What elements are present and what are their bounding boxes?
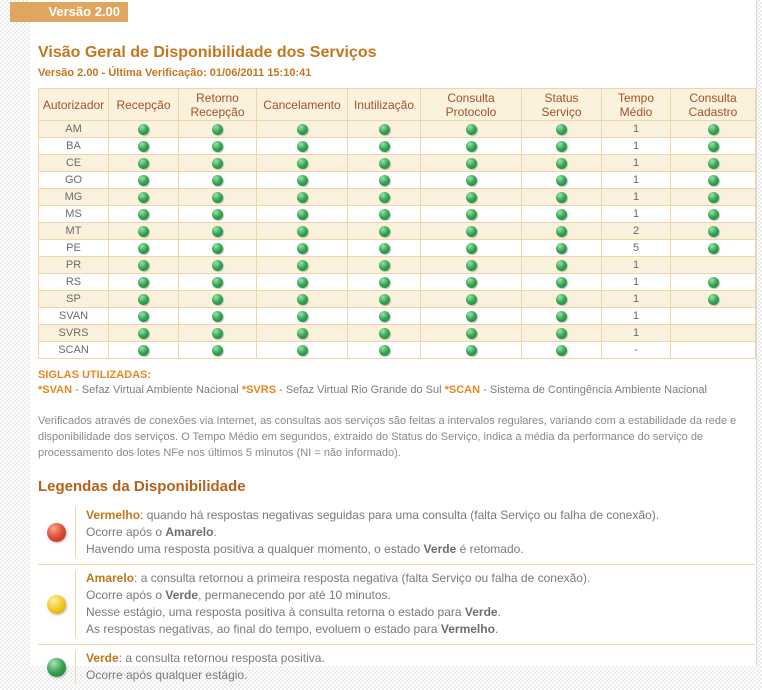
consulta-cadastro-cell	[671, 325, 756, 342]
green-status-icon	[556, 209, 567, 220]
authorizer-cell: PE	[39, 240, 109, 257]
green-status-icon	[297, 294, 308, 305]
table-row	[39, 172, 756, 189]
service-status-cell	[179, 155, 257, 172]
green-status-icon	[297, 175, 308, 186]
service-status-cell	[348, 342, 421, 359]
green-status-icon	[466, 158, 477, 169]
green-status-icon	[708, 124, 719, 135]
authorizer-cell: SVAN	[39, 308, 109, 325]
service-status-cell	[179, 223, 257, 240]
service-status-cell	[522, 121, 602, 138]
green-status-icon	[556, 260, 567, 271]
green-status-icon	[466, 192, 477, 203]
sigla-abbr: *SVAN	[38, 384, 73, 396]
service-status-cell	[348, 240, 421, 257]
green-status-icon	[297, 141, 308, 152]
green-status-icon	[556, 141, 567, 152]
sigla-desc: - Sefaz Virtual Rio Grande do Sul	[276, 384, 445, 396]
service-status-cell	[348, 274, 421, 291]
sigla-abbr: *SCAN	[444, 384, 481, 396]
column-header: Status Serviço	[522, 89, 602, 121]
table-row	[39, 155, 756, 172]
green-status-icon	[708, 209, 719, 220]
tempo-medio-cell: -	[602, 342, 671, 359]
service-status-cell	[109, 223, 179, 240]
green-status-icon	[466, 294, 477, 305]
green-status-icon	[297, 328, 308, 339]
green-status-icon	[138, 345, 149, 356]
green-status-icon	[138, 192, 149, 203]
tempo-medio-cell: 5	[602, 240, 671, 257]
service-status-cell	[179, 206, 257, 223]
service-status-cell	[348, 189, 421, 206]
legend-entry-verde	[38, 644, 755, 690]
service-status-cell	[257, 257, 348, 274]
service-status-cell	[348, 325, 421, 342]
tempo-medio-cell: 1	[602, 121, 671, 138]
column-header: Retorno Recepção	[179, 89, 257, 121]
service-status-cell	[522, 257, 602, 274]
service-status-cell	[421, 257, 522, 274]
service-status-cell	[421, 223, 522, 240]
service-status-cell	[421, 274, 522, 291]
authorizer-cell: MS	[39, 206, 109, 223]
service-status-cell	[109, 240, 179, 257]
service-status-cell	[257, 206, 348, 223]
green-status-icon	[708, 158, 719, 169]
service-status-cell	[522, 172, 602, 189]
service-status-cell	[421, 308, 522, 325]
green-status-icon	[556, 294, 567, 305]
service-status-cell	[109, 172, 179, 189]
service-status-cell	[179, 189, 257, 206]
table-row	[39, 308, 756, 325]
authorizer-cell: SCAN	[39, 342, 109, 359]
table-row	[39, 138, 756, 155]
green-status-icon	[556, 328, 567, 339]
green-status-icon	[379, 243, 390, 254]
service-status-cell	[257, 172, 348, 189]
legend-list	[38, 502, 755, 690]
green-status-icon	[138, 294, 149, 305]
green-status-icon	[556, 243, 567, 254]
green-status-icon	[556, 158, 567, 169]
tempo-medio-cell: 1	[602, 325, 671, 342]
tempo-medio-cell: 1	[602, 206, 671, 223]
green-status-icon	[138, 226, 149, 237]
legend-line: Vermelho: quando há respostas negativas seguidas para uma consulta (falta Serviço ou falha de conexão).	[86, 508, 660, 522]
service-status-cell	[109, 342, 179, 359]
legend-heading: Legendas da Disponibilidade	[38, 478, 246, 495]
legend-dot-cell	[38, 570, 76, 638]
service-status-cell	[421, 189, 522, 206]
column-header: Consulta Cadastro	[671, 89, 756, 121]
service-status-cell	[179, 121, 257, 138]
service-status-cell	[348, 172, 421, 189]
legend-entry-vermelho	[38, 502, 755, 564]
green-status-icon	[212, 345, 223, 356]
legend-line: Ocorre após qualquer estágio.	[86, 668, 248, 682]
green-status-icon	[138, 124, 149, 135]
service-status-cell	[421, 155, 522, 172]
tempo-medio-cell: 1	[602, 257, 671, 274]
green-status-icon	[297, 209, 308, 220]
green-status-icon	[138, 277, 149, 288]
consulta-cadastro-cell	[671, 274, 756, 291]
service-status-cell	[421, 121, 522, 138]
consulta-cadastro-cell	[671, 223, 756, 240]
sigla-desc: - Sefaz Virtual Ambiente Nacional	[72, 384, 242, 396]
table-row	[39, 223, 756, 240]
service-status-cell	[257, 121, 348, 138]
service-status-cell	[522, 274, 602, 291]
authorizer-cell: MG	[39, 189, 109, 206]
green-status-icon	[466, 226, 477, 237]
green-status-icon	[212, 311, 223, 322]
table-row	[39, 240, 756, 257]
service-status-cell	[179, 325, 257, 342]
legend-line: Ocorre após o Amarelo.	[86, 525, 217, 539]
authorizer-cell: RS	[39, 274, 109, 291]
service-status-cell	[179, 274, 257, 291]
availability-table	[38, 88, 756, 359]
column-header: Tempo Médio	[602, 89, 671, 121]
service-status-cell	[421, 342, 522, 359]
green-status-icon	[708, 141, 719, 152]
tempo-medio-cell: 1	[602, 172, 671, 189]
service-status-cell	[109, 155, 179, 172]
green-status-icon	[297, 226, 308, 237]
green-status-icon	[708, 192, 719, 203]
consulta-cadastro-cell	[671, 138, 756, 155]
green-status-icon	[212, 209, 223, 220]
column-header: Consulta Protocolo	[421, 89, 522, 121]
green-status-icon	[138, 311, 149, 322]
green-status-icon	[212, 277, 223, 288]
service-status-cell	[348, 291, 421, 308]
green-status-icon	[297, 158, 308, 169]
green-status-icon	[379, 328, 390, 339]
service-status-cell	[179, 240, 257, 257]
legend-dot-cell	[38, 650, 76, 684]
service-status-cell	[179, 138, 257, 155]
table-row	[39, 342, 756, 359]
service-status-cell	[522, 240, 602, 257]
authorizer-cell: MT	[39, 223, 109, 240]
legend-line: Ocorre após o Verde, permanecendo por até 10 minutos.	[86, 588, 391, 602]
legend-line: Amarelo: a consulta retornou a primeira resposta negativa (falta Serviço ou falha de conexão).	[86, 571, 591, 585]
table-row	[39, 189, 756, 206]
green-status-icon	[379, 192, 390, 203]
page-subtitle: Versão 2.00 - Última Verificação: 01/06/2011 15:10:41	[38, 67, 312, 79]
page-title: Visão Geral de Disponibilidade dos Serviços	[38, 44, 377, 61]
table-row	[39, 325, 756, 342]
green-status-icon	[297, 243, 308, 254]
table-row	[39, 206, 756, 223]
green-status-icon	[297, 260, 308, 271]
siglas-heading: SIGLAS UTILIZADAS:	[38, 369, 152, 381]
green-status-icon	[379, 226, 390, 237]
green-status-icon	[379, 141, 390, 152]
siglas-line	[38, 383, 755, 398]
table-row	[39, 291, 756, 308]
consulta-cadastro-cell	[671, 155, 756, 172]
green-status-icon	[379, 294, 390, 305]
green-status-icon	[708, 294, 719, 305]
table-row	[39, 257, 756, 274]
service-status-cell	[109, 257, 179, 274]
green-status-icon	[466, 345, 477, 356]
consulta-cadastro-cell	[671, 291, 756, 308]
green-status-icon	[466, 175, 477, 186]
green-status-icon	[138, 328, 149, 339]
green-status-icon	[297, 311, 308, 322]
service-status-cell	[522, 138, 602, 155]
green-status-icon	[138, 141, 149, 152]
green-status-icon	[466, 311, 477, 322]
green-status-icon	[556, 311, 567, 322]
green-status-icon	[379, 158, 390, 169]
tempo-medio-cell: 1	[602, 274, 671, 291]
consulta-cadastro-cell	[671, 240, 756, 257]
consulta-cadastro-cell	[671, 172, 756, 189]
service-status-cell	[348, 257, 421, 274]
green-status-icon	[212, 192, 223, 203]
service-status-cell	[257, 308, 348, 325]
authorizer-cell: SP	[39, 291, 109, 308]
green-status-icon	[379, 260, 390, 271]
green-status-icon	[212, 124, 223, 135]
green-status-icon	[212, 328, 223, 339]
service-status-cell	[421, 206, 522, 223]
verde-status-icon	[47, 658, 66, 677]
green-status-icon	[212, 226, 223, 237]
service-status-cell	[179, 308, 257, 325]
service-status-cell	[421, 291, 522, 308]
service-status-cell	[257, 138, 348, 155]
authorizer-cell: AM	[39, 121, 109, 138]
tempo-medio-cell: 1	[602, 291, 671, 308]
green-status-icon	[466, 260, 477, 271]
service-status-cell	[421, 325, 522, 342]
green-status-icon	[297, 277, 308, 288]
green-status-icon	[466, 328, 477, 339]
service-status-cell	[257, 325, 348, 342]
service-status-cell	[179, 291, 257, 308]
service-status-cell	[522, 189, 602, 206]
service-status-cell	[109, 308, 179, 325]
service-status-cell	[257, 240, 348, 257]
service-status-cell	[109, 189, 179, 206]
service-status-cell	[348, 223, 421, 240]
service-status-cell	[109, 325, 179, 342]
green-status-icon	[466, 277, 477, 288]
service-status-cell	[109, 138, 179, 155]
tempo-medio-cell: 2	[602, 223, 671, 240]
green-status-icon	[708, 226, 719, 237]
green-status-icon	[708, 175, 719, 186]
service-status-cell	[348, 206, 421, 223]
green-status-icon	[379, 345, 390, 356]
consulta-cadastro-cell	[671, 189, 756, 206]
legend-line: As respostas negativas, ao final do tempo, evoluem o estado para Vermelho.	[86, 622, 499, 636]
consulta-cadastro-cell	[671, 206, 756, 223]
authorizer-cell: GO	[39, 172, 109, 189]
column-header: Cancelamento	[257, 89, 348, 121]
green-status-icon	[379, 175, 390, 186]
green-status-icon	[297, 192, 308, 203]
service-status-cell	[179, 342, 257, 359]
service-status-cell	[522, 325, 602, 342]
service-status-cell	[109, 206, 179, 223]
green-status-icon	[708, 277, 719, 288]
green-status-icon	[297, 345, 308, 356]
authorizer-cell: PR	[39, 257, 109, 274]
service-status-cell	[257, 274, 348, 291]
green-status-icon	[212, 175, 223, 186]
green-status-icon	[212, 158, 223, 169]
green-status-icon	[556, 277, 567, 288]
green-status-icon	[556, 175, 567, 186]
legend-text	[76, 507, 659, 558]
service-status-cell	[179, 257, 257, 274]
consulta-cadastro-cell	[671, 121, 756, 138]
consulta-cadastro-cell	[671, 342, 756, 359]
service-status-cell	[109, 274, 179, 291]
green-status-icon	[138, 158, 149, 169]
green-status-icon	[212, 294, 223, 305]
service-status-cell	[257, 291, 348, 308]
green-status-icon	[138, 209, 149, 220]
tempo-medio-cell: 1	[602, 155, 671, 172]
service-status-cell	[522, 342, 602, 359]
sigla-desc: - Sistema de Contingência Ambiente Nacional	[480, 384, 707, 396]
service-status-cell	[421, 240, 522, 257]
green-status-icon	[379, 277, 390, 288]
green-status-icon	[379, 209, 390, 220]
service-status-cell	[421, 172, 522, 189]
service-status-cell	[257, 189, 348, 206]
green-status-icon	[138, 260, 149, 271]
green-status-icon	[212, 243, 223, 254]
green-status-icon	[556, 345, 567, 356]
service-status-cell	[109, 121, 179, 138]
tempo-medio-cell: 1	[602, 189, 671, 206]
legend-text	[76, 650, 325, 684]
service-status-cell	[522, 291, 602, 308]
green-status-icon	[556, 124, 567, 135]
service-status-cell	[421, 138, 522, 155]
service-status-cell	[348, 155, 421, 172]
green-status-icon	[212, 260, 223, 271]
legend-line: Havendo uma resposta positiva a qualquer momento, o estado Verde é retomado.	[86, 542, 524, 556]
consulta-cadastro-cell	[671, 308, 756, 325]
tempo-medio-cell: 1	[602, 138, 671, 155]
table-row	[39, 121, 756, 138]
sigla-abbr: *SVRS	[241, 384, 277, 396]
legend-line: Verde: a consulta retornou resposta positiva.	[86, 651, 325, 665]
green-status-icon	[379, 311, 390, 322]
column-header: Autorizador	[39, 89, 109, 121]
legend-line: Nesse estágio, uma resposta positiva à consulta retorna o estado para Verde.	[86, 605, 501, 619]
green-status-icon	[466, 243, 477, 254]
green-status-icon	[466, 124, 477, 135]
authorizer-cell: CE	[39, 155, 109, 172]
green-status-icon	[556, 226, 567, 237]
authorizer-cell: BA	[39, 138, 109, 155]
service-status-cell	[179, 172, 257, 189]
authorizer-cell: SVRS	[39, 325, 109, 342]
green-status-icon	[466, 209, 477, 220]
service-status-cell	[257, 155, 348, 172]
green-status-icon	[466, 141, 477, 152]
green-status-icon	[138, 243, 149, 254]
table-header-row	[39, 89, 756, 121]
service-status-cell	[348, 308, 421, 325]
green-status-icon	[212, 141, 223, 152]
green-status-icon	[297, 124, 308, 135]
legend-entry-amarelo	[38, 564, 755, 644]
description-paragraph: Verificados através de conexões via Internet, as consultas aos serviços são feitas a intervalos regulares, variando com a estabilidade da rede e disponibilidade dos serviços. O Tempo Médio em segundos, extraido do Status do Serviço, indica a média da performance do serviço de processamento dos lotes NFe nos últimos 5 minutos (NI = não informado).	[38, 415, 737, 459]
consulta-cadastro-cell	[671, 257, 756, 274]
vermelho-status-icon	[47, 523, 66, 542]
table-row	[39, 274, 756, 291]
tempo-medio-cell: 1	[602, 308, 671, 325]
column-header: Inutilização	[348, 89, 421, 121]
service-status-cell	[522, 155, 602, 172]
legend-dot-cell	[38, 507, 76, 558]
service-status-cell	[257, 342, 348, 359]
green-status-icon	[708, 243, 719, 254]
service-status-cell	[348, 138, 421, 155]
service-status-cell	[522, 206, 602, 223]
green-status-icon	[556, 192, 567, 203]
green-status-icon	[379, 124, 390, 135]
version-tab[interactable]: Versão 2.00	[10, 2, 128, 22]
service-status-cell	[522, 223, 602, 240]
service-status-cell	[109, 291, 179, 308]
amarelo-status-icon	[47, 595, 66, 614]
service-status-cell	[348, 121, 421, 138]
green-status-icon	[138, 175, 149, 186]
column-header: Recepção	[109, 89, 179, 121]
service-status-cell	[257, 223, 348, 240]
service-status-cell	[522, 308, 602, 325]
legend-text	[76, 570, 590, 638]
